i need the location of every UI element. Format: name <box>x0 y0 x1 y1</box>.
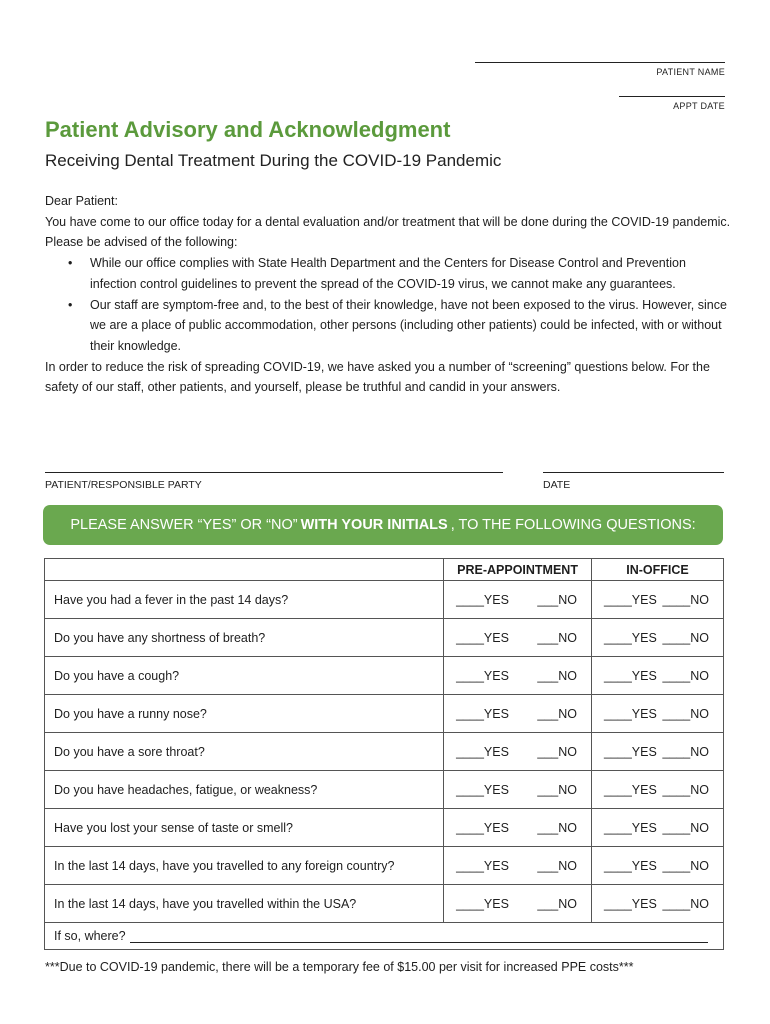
in-office-answer[interactable] <box>592 619 724 657</box>
patient-name-label: PATIENT NAME <box>656 67 725 77</box>
pre-appointment-answer[interactable] <box>444 847 592 885</box>
pre-yes-blank[interactable]: ____YES <box>456 896 509 911</box>
where-label: If so, where? <box>54 929 126 943</box>
office-no-blank[interactable]: ____NO <box>662 630 709 645</box>
advisory-list <box>45 253 735 357</box>
pre-appointment-answer[interactable] <box>444 885 592 923</box>
table-row <box>45 847 724 885</box>
appt-date-line <box>619 96 725 97</box>
signature-line[interactable] <box>45 472 503 473</box>
in-office-answer[interactable] <box>592 581 724 619</box>
table-row <box>45 695 724 733</box>
bullet-icon: • <box>68 297 73 312</box>
office-yes-blank[interactable]: ____YES <box>604 858 657 873</box>
advisory-item: • While our office complies with State Health Department and the Centers for Disease Control and Prevention infection control guidelines to prevent the spread of the COVID-19 virus, we cannot make any guarantees. <box>90 253 735 294</box>
patient-name-line <box>475 62 725 63</box>
question-text: Do you have a runny nose? <box>45 695 444 733</box>
date-label: DATE <box>543 479 571 491</box>
date-line[interactable] <box>543 472 724 473</box>
table-row <box>45 771 724 809</box>
pre-yes-blank[interactable]: ____YES <box>456 668 509 683</box>
ppe-fee-notice: ***Due to COVID-19 pandemic, there will be a temporary fee of $15.00 per visit for increased PPE costs*** <box>45 960 634 974</box>
pre-appointment-answer[interactable] <box>444 695 592 733</box>
question-text: Do you have a cough? <box>45 657 444 695</box>
office-no-blank[interactable]: ____NO <box>662 782 709 797</box>
appt-date-label: APPT DATE <box>673 101 725 111</box>
appt-date-field[interactable] <box>619 96 725 111</box>
pre-yes-blank[interactable]: ____YES <box>456 858 509 873</box>
table-row <box>45 581 724 619</box>
pre-no-blank[interactable]: ___NO <box>537 782 577 797</box>
intro-paragraph: You have come to our office today for a dental evaluation and/or treatment that will be done during the COVID-19 pandemic. Please be advised of the following: <box>45 214 731 250</box>
col-pre-appointment: PRE-APPOINTMENT <box>444 559 592 581</box>
screening-questions-table <box>44 558 724 950</box>
page-title: Patient Advisory and Acknowledgment <box>45 117 451 142</box>
pre-appointment-answer[interactable] <box>444 619 592 657</box>
closing-paragraph: In order to reduce the risk of spreading COVID-19, we have asked you a number of “screening” questions below. For the safety of our staff, other patients, and yourself, please be truthful and candid in your answers. <box>45 359 710 395</box>
pre-appointment-answer[interactable] <box>444 809 592 847</box>
pre-appointment-answer[interactable] <box>444 657 592 695</box>
where-input-line[interactable] <box>130 929 708 943</box>
question-text: In the last 14 days, have you travelled within the USA? <box>45 885 444 923</box>
office-yes-blank[interactable]: ____YES <box>604 592 657 607</box>
question-text: Do you have a sore throat? <box>45 733 444 771</box>
pre-yes-blank[interactable]: ____YES <box>456 782 509 797</box>
table-row <box>45 885 724 923</box>
office-yes-blank[interactable]: ____YES <box>604 744 657 759</box>
in-office-answer[interactable] <box>592 885 724 923</box>
office-no-blank[interactable]: ____NO <box>662 668 709 683</box>
pre-no-blank[interactable]: ___NO <box>537 820 577 835</box>
office-no-blank[interactable]: ____NO <box>662 592 709 607</box>
in-office-answer[interactable] <box>592 657 724 695</box>
pre-no-blank[interactable]: ___NO <box>537 592 577 607</box>
office-yes-blank[interactable]: ____YES <box>604 820 657 835</box>
office-yes-blank[interactable]: ____YES <box>604 782 657 797</box>
page-subtitle: Receiving Dental Treatment During the COVID-19 Pandemic <box>45 151 502 170</box>
in-office-answer[interactable] <box>592 847 724 885</box>
pre-yes-blank[interactable]: ____YES <box>456 630 509 645</box>
advisory-letter <box>45 191 735 398</box>
pre-appointment-answer[interactable] <box>444 733 592 771</box>
in-office-answer[interactable] <box>592 733 724 771</box>
table-row <box>45 619 724 657</box>
pre-no-blank[interactable]: ___NO <box>537 744 577 759</box>
office-no-blank[interactable]: ____NO <box>662 858 709 873</box>
in-office-answer[interactable] <box>592 809 724 847</box>
pre-yes-blank[interactable]: ____YES <box>456 820 509 835</box>
instructions-banner: PLEASE ANSWER “YES” OR “NO” WITH YOUR INITIALS , TO THE FOLLOWING QUESTIONS: <box>43 505 723 545</box>
bullet-icon: • <box>68 256 73 271</box>
question-text: In the last 14 days, have you travelled to any foreign country? <box>45 847 444 885</box>
office-no-blank[interactable]: ____NO <box>662 820 709 835</box>
pre-no-blank[interactable]: ___NO <box>537 630 577 645</box>
office-yes-blank[interactable]: ____YES <box>604 668 657 683</box>
pre-yes-blank[interactable]: ____YES <box>456 592 509 607</box>
pre-yes-blank[interactable]: ____YES <box>456 706 509 721</box>
table-row <box>45 733 724 771</box>
pre-no-blank[interactable]: ___NO <box>537 668 577 683</box>
advisory-item: • Our staff are symptom-free and, to the best of their knowledge, have not been exposed to the virus. However, since we are a place of public accommodation, other persons (including other patients) could be infected, with or without their knowledge. <box>90 295 735 357</box>
office-yes-blank[interactable]: ____YES <box>604 706 657 721</box>
office-yes-blank[interactable]: ____YES <box>604 896 657 911</box>
col-in-office: IN-OFFICE <box>592 559 724 581</box>
office-no-blank[interactable]: ____NO <box>662 896 709 911</box>
in-office-answer[interactable] <box>592 695 724 733</box>
table-row <box>45 809 724 847</box>
pre-appointment-answer[interactable] <box>444 771 592 809</box>
signature-label: PATIENT/RESPONSIBLE PARTY <box>45 479 202 491</box>
question-text: Do you have headaches, fatigue, or weakness? <box>45 771 444 809</box>
table-header-row <box>45 559 724 581</box>
question-text: Have you lost your sense of taste or smell? <box>45 809 444 847</box>
pre-no-blank[interactable]: ___NO <box>537 896 577 911</box>
office-no-blank[interactable]: ____NO <box>662 744 709 759</box>
table-row <box>45 657 724 695</box>
pre-no-blank[interactable]: ___NO <box>537 706 577 721</box>
question-text: Have you had a fever in the past 14 days? <box>45 581 444 619</box>
patient-name-field[interactable] <box>475 62 725 77</box>
office-no-blank[interactable]: ____NO <box>662 706 709 721</box>
in-office-answer[interactable] <box>592 771 724 809</box>
pre-no-blank[interactable]: ___NO <box>537 858 577 873</box>
question-text: Do you have any shortness of breath? <box>45 619 444 657</box>
pre-appointment-answer[interactable] <box>444 581 592 619</box>
salutation: Dear Patient: <box>45 194 118 208</box>
pre-yes-blank[interactable]: ____YES <box>456 744 509 759</box>
office-yes-blank[interactable]: ____YES <box>604 630 657 645</box>
where-row <box>45 923 724 950</box>
